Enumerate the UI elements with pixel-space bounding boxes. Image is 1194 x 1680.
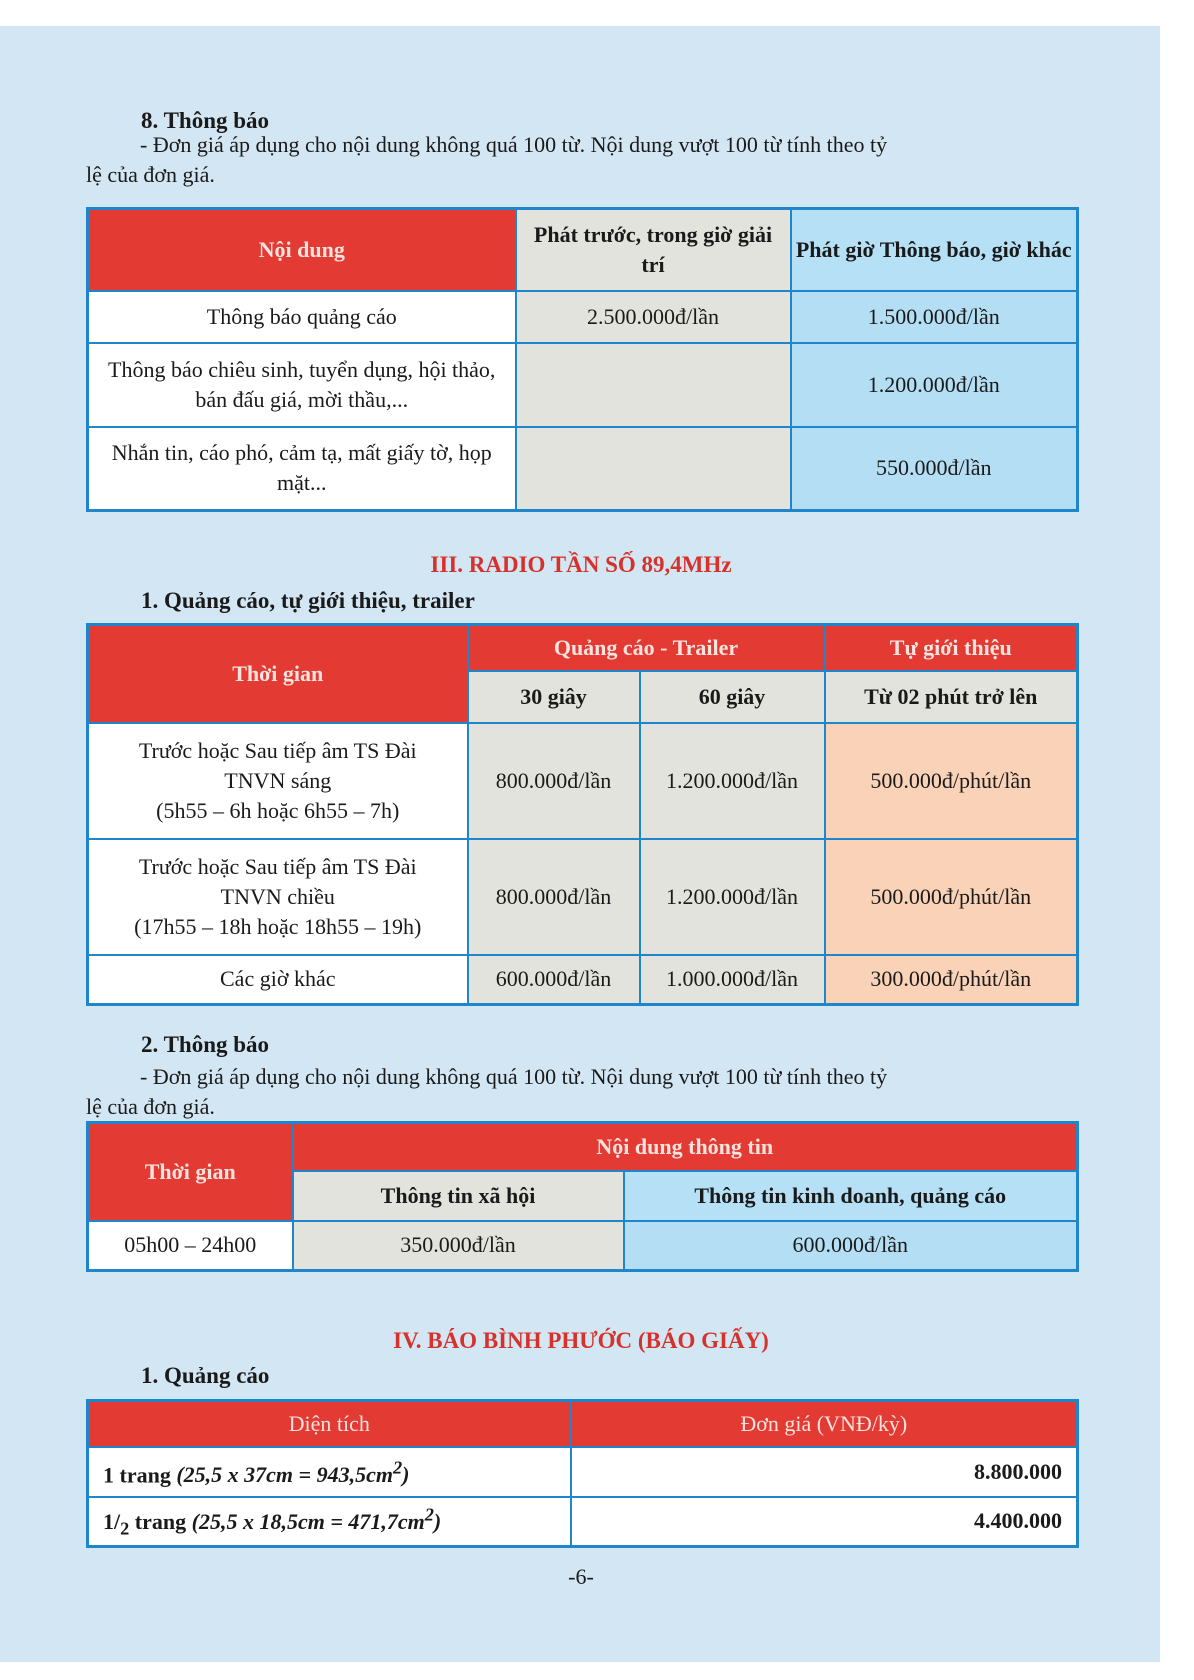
table-cell [516, 343, 791, 427]
header-cell: Thông tin kinh doanh, quảng cáo [624, 1171, 1078, 1221]
note-line: - Đơn giá áp dụng cho nội dung không quá 100 từ. Nội dung vượt 100 từ tính theo tỷ [140, 1064, 888, 1089]
table-header-row [88, 1401, 1078, 1447]
table-row [88, 955, 1078, 1005]
header-cell: Quảng cáo - Trailer [468, 625, 825, 671]
table-row [88, 839, 1078, 955]
table-cell: Các giờ khác [88, 955, 468, 1005]
newspaper-ad-table [86, 1399, 1079, 1548]
section-3-title: III. RADIO TẦN SỐ 89,4MHz [430, 552, 732, 577]
table-row [88, 343, 1078, 427]
radio-notice-table [86, 1121, 1079, 1272]
table-row [88, 1497, 1078, 1547]
time-line: Trước hoặc Sau tiếp âm TS Đài [138, 853, 417, 879]
notice-price-table [86, 207, 1079, 512]
page-number: -6- [568, 1564, 594, 1589]
note-line: - Đơn giá áp dụng cho nội dung không quá 100 từ. Nội dung vượt 100 từ tính theo tỷ [140, 132, 888, 157]
header-cell: Tự giới thiệu [825, 625, 1078, 671]
header-cell: Nội dung [88, 209, 516, 291]
section-8-note [86, 130, 1076, 190]
table-cell: 1.000.000đ/lần [640, 955, 825, 1005]
table-cell: 1.200.000đ/lần [640, 839, 825, 955]
area-label [103, 1508, 187, 1539]
table-cell: 1.200.000đ/lần [640, 723, 825, 839]
section-4-title: IV. BÁO BÌNH PHƯỚC (BÁO GIẤY) [393, 1328, 769, 1353]
dims-exponent: 2 [392, 1457, 403, 1478]
dims-exponent: 2 [424, 1504, 434, 1525]
section-3-note [86, 1062, 1076, 1122]
area-dims [191, 1504, 442, 1534]
table-row [88, 1447, 1078, 1497]
table-header-row [88, 625, 1078, 671]
table-row [88, 427, 1078, 511]
table-cell: 8.800.000 [571, 1447, 1078, 1497]
table-cell: 4.400.000 [571, 1497, 1078, 1547]
table-cell: 500.000đ/phút/lần [825, 839, 1078, 955]
dims-close: ) [433, 1508, 442, 1534]
table-row [88, 723, 1078, 839]
note-line: lệ của đơn giá. [86, 1094, 215, 1119]
header-cell: Đơn giá (VNĐ/kỳ) [571, 1401, 1078, 1447]
header-cell: Diện tích [88, 1401, 571, 1447]
table-cell: 800.000đ/lần [468, 839, 640, 955]
section-4-sub1-title: 1. Quảng cáo [141, 1363, 270, 1388]
header-cell: 30 giây [468, 671, 640, 723]
dims-close: ) [402, 1462, 410, 1488]
table-header-row [88, 1123, 1078, 1171]
table-cell [88, 839, 468, 955]
dims-text: (25,5 x 37cm = 943,5cm [176, 1462, 393, 1488]
header-cell: Thời gian [88, 625, 468, 723]
table-cell: Thông báo chiêu sinh, tuyển dụng, hội thảo, bán đấu giá, mời thầu,... [88, 343, 516, 427]
table-cell: 350.000đ/lần [293, 1221, 624, 1271]
note-line: lệ của đơn giá. [86, 162, 215, 187]
section-8-title: 8. Thông báo [141, 108, 270, 133]
header-cell: Phát trước, trong giờ giải trí [516, 209, 791, 291]
time-line: Trước hoặc Sau tiếp âm TS Đài [138, 737, 417, 763]
time-line: (17h55 – 18h hoặc 18h55 – 19h) [134, 913, 422, 939]
table-row [88, 291, 1078, 343]
table-row [88, 1221, 1078, 1271]
table-header-row [88, 209, 1078, 291]
table-cell: 05h00 – 24h00 [88, 1221, 293, 1271]
table-cell [88, 1497, 571, 1547]
table-cell: 500.000đ/phút/lần [825, 723, 1078, 839]
header-cell: Thông tin xã hội [293, 1171, 624, 1221]
label-rest: trang [129, 1508, 187, 1534]
header-cell: 60 giây [640, 671, 825, 723]
header-cell: Phát giờ Thông báo, giờ khác [791, 209, 1078, 291]
time-line: TNVN sáng [224, 767, 332, 793]
table-cell: 600.000đ/lần [468, 955, 640, 1005]
table-cell: Nhắn tin, cáo phó, cảm tạ, mất giấy tờ, họp mặt... [88, 427, 516, 511]
table-cell: Thông báo quảng cáo [88, 291, 516, 343]
header-cell: Nội dung thông tin [293, 1123, 1078, 1171]
table-cell: 600.000đ/lần [624, 1221, 1078, 1271]
table-cell [516, 427, 791, 511]
header-cell: Thời gian [88, 1123, 293, 1221]
table-cell: 1.200.000đ/lần [791, 343, 1078, 427]
label-denominator: 2 [120, 1518, 130, 1539]
table-cell: 800.000đ/lần [468, 723, 640, 839]
page-background [0, 26, 1160, 1662]
table-cell: 550.000đ/lần [791, 427, 1078, 511]
radio-ad-table [86, 623, 1079, 1006]
table-cell [88, 1447, 571, 1497]
section-3-sub1-title: 1. Quảng cáo, tự giới thiệu, trailer [141, 588, 475, 613]
table-cell: 300.000đ/phút/lần [825, 955, 1078, 1005]
table-cell: 2.500.000đ/lần [516, 291, 791, 343]
label-fraction: 1/ [103, 1508, 121, 1534]
table-cell [88, 723, 468, 839]
header-cell: Từ 02 phút trở lên [825, 671, 1078, 723]
dims-text: (25,5 x 18,5cm = 471,7cm [191, 1508, 425, 1534]
area-dims [176, 1457, 410, 1488]
area-label: 1 trang [103, 1462, 171, 1488]
section-3-sub2-title: 2. Thông báo [141, 1032, 270, 1057]
time-line: TNVN chiều [220, 883, 335, 909]
table-cell: 1.500.000đ/lần [791, 291, 1078, 343]
time-line: (5h55 – 6h hoặc 6h55 – 7h) [156, 797, 400, 823]
